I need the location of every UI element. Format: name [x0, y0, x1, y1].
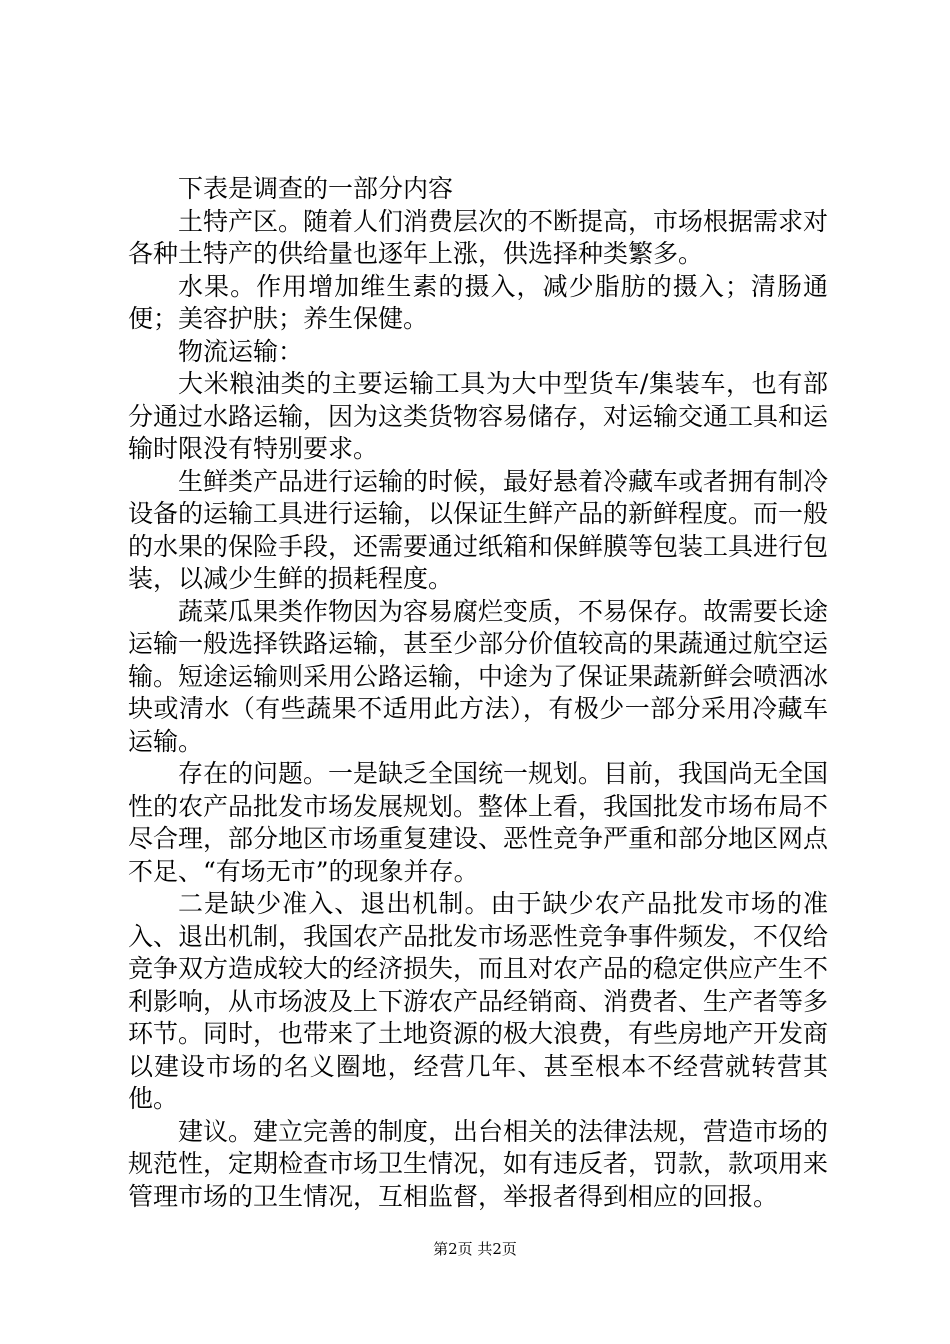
paragraph-suggestion: 建议。建立完善的制度，出台相关的法律法规，营造市场的规范性，定期检查市场卫生情况，如有违反者，罚款，款项用来管理市场的卫生情况，互相监督，举报者得到相应的回报。 [128, 1116, 829, 1211]
paragraph-fruit: 水果。作用增加维生素的摄入，减少脂肪的摄入；清肠通便；美容护肤；养生保健。 [128, 271, 828, 333]
document-body [128, 173, 828, 1213]
paragraph-grain-oil-transport: 大米粮油类的主要运输工具为大中型货车/集装车，也有部分通过水路运输，因为这类货物容易储存，对运输交通工具和运输时限没有特别要求。 [128, 369, 829, 463]
page-number-footer: 第2页 共2页 [433, 1240, 517, 1258]
paragraph-problem-entry-exit: 二是缺少准入、退出机制。由于缺少农产品批发市场的准入、退出机制，我国农产品批发市场恶性竞争事件频发，不仅给竞争双方造成较大的经济损失，而且对农产品的稳定供应产生不利影响，从市场波及上下游农产品经销商、消费者、生产者等多环节。同时，也带来了土地资源的极大浪费，有些房地产开发商以建设市场的名义圈地，经营几年、甚至根本不经营就转营其他。 [128, 889, 829, 1113]
paragraph-fresh-transport: 生鲜类产品进行运输的时候，最好悬着冷藏车或者拥有制冷设备的运输工具进行运输，以保证生鲜产品的新鲜程度。而一般的水果的保险手段，还需要通过纸箱和保鲜膜等包装工具进行包装，以减少生鲜的损耗程度。 [128, 466, 829, 593]
paragraph-local-specialty: 土特产区。随着人们消费层次的不断提高，市场根据需求对各种土特产的供给量也逐年上涨，供选择种类繁多。 [128, 206, 829, 268]
paragraph-logistics-heading: 物流运输： [178, 336, 304, 366]
paragraph-vegetable-transport: 蔬菜瓜果类作物因为容易腐烂变质，不易保存。故需要长途运输一般选择铁路运输，甚至少部分价值较高的果蔬通过航空运输。短途运输则采用公路运输，中途为了保证果蔬新鲜会喷洒冰块或清水（有些蔬果不适用此方法），有极少一部分采用冷藏车运输。 [128, 596, 829, 756]
paragraph-survey-intro: 下表是调查的一部分内容 [178, 174, 454, 203]
paragraph-problem-planning: 存在的问题。一是缺乏全国统一规划。目前，我国尚无全国性的农产品批发市场发展规划。整体上看，我国批发市场布局不尽合理，部分地区市场重复建设、恶性竞争严重和部分地区网点不足、“有场无市”的现象并存。 [128, 759, 829, 886]
